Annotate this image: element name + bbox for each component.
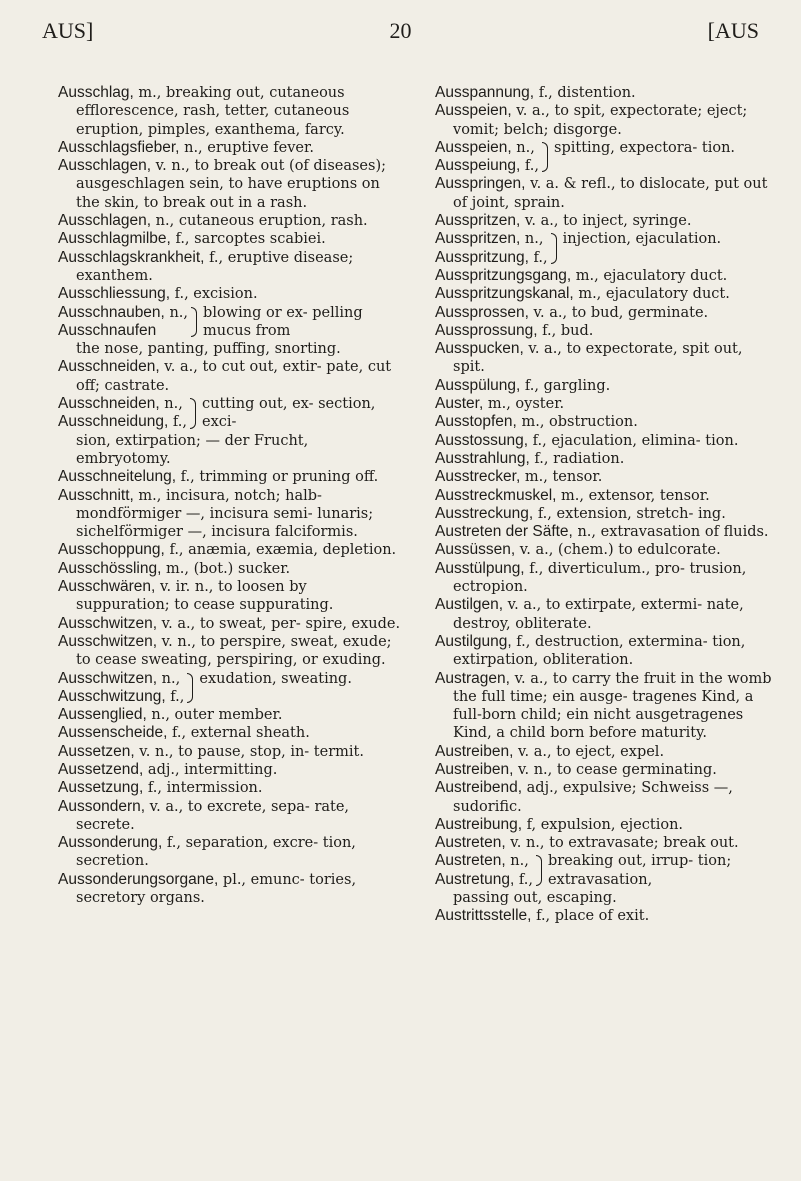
dictionary-entry [58,358,402,395]
right-column [435,84,778,926]
entry-definition: f., distention. [534,85,636,101]
entry-headword: Ausschwitzen, [58,632,158,650]
entry-definition: v. n., to pause, stop, in- termit. [134,743,364,760]
entry-definition: blowing or ex- pelling mucus from [203,304,363,339]
headword-line [435,852,533,870]
entry-headword: Austreiben, [435,742,514,760]
entry-headword: Ausspucken, [435,340,524,358]
entry-definition: exudation, sweating. [199,670,352,687]
entry-definition: f., extension, stretch- ing. [533,505,726,522]
entry-definition: m., breaking out, cutaneous efflorescence, rash, tetter, cutaneous eruption, pimples, exanthema, farcy. [76,85,350,138]
dictionary-entry [435,322,778,340]
entry-definition: v. a., to cut out, extir- pate, cut off; castrate. [76,359,392,394]
entry-definition: v. a., (chem.) to edulcorate. [515,542,721,559]
entry-gender: n., [159,396,183,413]
entry-headword: Austreten, [435,852,506,870]
entry-headword: Aussetzend, [58,760,144,778]
entry-definition: v. n., to extravasate; break out. [505,835,739,852]
entry-definition: f, expulsion, ejection. [522,816,684,833]
entry-definition: m., tensor. [520,469,603,486]
entry-headword: Ausschwären, [58,578,156,596]
entry-headword: Aussenglied, [58,706,147,724]
entry-definition-continued: passing out, escaping. [453,890,617,907]
entry-definition: f., bud. [537,322,594,339]
entry-definition: cutting out, ex- section, exci- [202,396,376,431]
entry-definition: v. a., to bud, germinate. [528,304,709,321]
entry-definition: m., oyster. [483,396,565,413]
entry-definition: m., (bot.) sucker. [161,560,291,577]
entry-gender: f., [514,871,533,888]
dictionary-entry [435,377,778,395]
dictionary-entry [58,724,402,742]
entry-gender: n., [164,304,189,321]
entry-gender: f., [165,688,185,705]
entry-headword: Ausschnauben, [58,303,165,321]
entry-headword: Aussonderung, [58,834,163,852]
left-column [58,84,402,907]
entry-headword: Austrittsstelle, [435,907,532,925]
entry-definition: spitting, expectora- tion. [554,139,736,156]
dictionary-entry [435,468,778,486]
headword-line [435,157,539,175]
dictionary-entry [435,84,778,102]
entry-definition: v. a., to spit, expectorate; eject; vomit; belch; disgorge. [453,103,748,138]
dictionary-entry [58,615,402,633]
dictionary-entry [435,560,778,597]
entry-gender: n., [505,853,529,870]
entry-headword: Ausspülung, [435,376,521,394]
entry-definition: f., external sheath. [167,725,310,742]
entry-headword: Ausspritzen, [435,212,521,230]
entry-definition: f., radiation. [529,450,625,467]
entry-headword: Ausschwitzen, [58,614,158,632]
headword-line [58,395,187,413]
dictionary-entry [435,304,778,322]
dictionary-entry [58,230,402,248]
entry-definition: m., ejaculatory duct. [571,267,728,284]
entry-headword: Ausschwitzen, [58,669,158,687]
entry-definition: pl., emunc- tories, secretory organs. [76,871,357,907]
dictionary-entry [435,596,778,633]
dictionary-entry [58,834,402,871]
entry-headword: Ausschlag, [58,84,134,101]
entry-headword: Ausspeien, [435,138,512,156]
entry-headword: Ausschwitzung, [58,687,166,705]
entry-headword: Ausstrahlung, [435,449,530,467]
entry-gender: n., [157,670,181,687]
running-head [0,18,801,54]
entry-headword: Austilgung, [435,632,512,650]
entry-headword: Auster, [435,395,484,413]
page-number: 20 [389,18,412,43]
entry-headword: Aussprossen, [435,303,529,321]
entry-headword: Aussenscheide, [58,724,168,742]
dictionary-entry-group [435,139,778,176]
entry-gender: f., [528,249,548,266]
entry-headword: Austreibung, [435,815,523,833]
dictionary-entry [58,798,402,835]
entry-definition: n., eruptive fever. [179,139,314,156]
entry-headword: Ausspringen, [435,175,526,193]
entry-headword: Austragen, [435,669,510,687]
entry-definition: f., destruction, extermina- tion, extirpation, obliteration. [453,633,746,669]
entry-pair [58,304,402,341]
entry-pair [435,139,778,176]
entry-headword: Ausspritzungskanal, [435,285,574,303]
dictionary-entry [58,487,402,542]
entry-definition: f., eruptive disease; exanthem. [76,249,354,284]
entry-definition: v. a., to expectorate, spit out, spit. [453,341,743,376]
dictionary-entry [58,157,402,212]
entry-definition: f., excision. [170,286,258,303]
dictionary-entry [435,413,778,431]
dictionary-entry [435,487,778,505]
entry-definition: v. a., to sweat, per- spire, exude. [157,615,401,632]
entry-headword: Ausschlagmilbe, [58,230,171,248]
entry-definition: m., incisura, notch; halb- mondförmiger —, incisura semi- lunaris; sichelförmiger —, incisura falciformis. [76,487,374,541]
dictionary-entry [435,175,778,212]
header-left-guide-word: AUS] [42,18,94,43]
dictionary-entry [435,505,778,523]
entry-headword: Ausschoppung, [58,541,165,559]
entry-definition: v. a. & refl., to dislocate, put out of joint, sprain. [453,176,768,211]
headword-line [58,322,188,340]
entry-headword: Ausschneidung, [58,413,169,431]
entry-gender: f., [520,158,539,175]
dictionary-entry-group [58,304,402,359]
entry-headword: Ausstossung, [435,431,529,449]
entry-definition: v. n., to break out (of diseases); ausgeschlagen sein, to have eruptions on the skin, to break out in a rash. [76,158,386,211]
entry-definition: f., sarcoptes scabiei. [170,231,326,248]
entry-pair [435,852,778,889]
entry-headword: Ausschössling, [58,559,162,577]
entry-gender: n., [520,231,544,248]
dictionary-entry [435,834,778,852]
entry-headword: Aussondern, [58,797,146,815]
dictionary-entry [58,139,402,157]
dictionary-entry [58,633,402,670]
entry-headword: Austreten der Säfte, [435,523,573,541]
entry-definition: breaking out, irrup- tion; extravasation, [547,853,732,888]
entry-headword: Austilgen, [435,596,504,614]
dictionary-entry [435,743,778,761]
entry-headword: Ausschlagen, [58,157,152,175]
entry-headword: Ausstreckmuskel, [435,486,557,504]
headword-line [435,871,533,889]
entry-headword: Austreten, [435,834,506,852]
entry-definition: m., obstruction. [516,414,638,431]
dictionary-entry [58,249,402,286]
entry-definition: n., extravasation of fluids. [572,524,769,541]
entry-headword: Ausstreckung, [435,504,534,522]
entry-headword: Aussetzen, [58,742,135,760]
entry-headword: Ausspannung, [435,84,535,101]
dictionary-entry-group [58,670,402,707]
dictionary-entry [58,706,402,724]
headword-line [435,230,548,248]
dictionary-entry [435,102,778,139]
paired-headwords [435,230,548,267]
entry-headword: Ausschneiden, [58,358,160,376]
entry-definition-continued: the nose, panting, puffing, snorting. [76,341,341,358]
entry-definition: n., cutaneous eruption, rash. [151,213,368,230]
headword-line [435,249,548,267]
entry-definition: m., extensor, tensor. [556,487,710,504]
entry-headword: Ausspeien, [435,102,512,120]
entry-headword: Ausspritzen, [435,230,521,248]
entry-headword: Aussüssen, [435,541,516,559]
brace-glyph [190,398,196,429]
entry-headword: Aussprossung, [435,321,538,339]
entry-headword: Ausschnitt, [58,486,134,504]
entry-definition: f., separation, excre- tion, secretion. [76,835,356,870]
dictionary-entry [435,907,778,925]
entry-definition: v. n., to cease germinating. [513,761,717,778]
dictionary-entry [58,779,402,797]
entry-definition: m., ejaculatory duct. [573,286,730,303]
entry-definition: f., gargling. [520,377,611,394]
dictionary-entry [435,541,778,559]
entry-headword: Ausstrecker, [435,468,521,486]
dictionary-entry [435,432,778,450]
dictionary-entry [435,285,778,303]
brace-glyph [191,307,197,338]
dictionary-entry [435,267,778,285]
entry-definition: f., ejaculation, elimina- tion. [528,432,739,449]
entry-headword: Ausschneitelung, [58,468,177,486]
headword-line [435,139,539,157]
entry-definition: v. a., to extirpate, extermi- nate, destroy, obliterate. [453,597,744,632]
entry-definition: f., place of exit. [531,908,650,925]
entry-headword: Ausspritzung, [435,248,529,266]
entry-definition: f., anæmia, exæmia, depletion. [164,542,397,559]
entry-headword: Ausspritzungsgang, [435,266,572,284]
dictionary-entry [435,450,778,468]
entry-definition: f., diverticulum., pro- trusion, ectropion. [453,560,747,596]
brace-glyph [551,233,557,264]
paired-headwords [58,670,184,707]
entry-definition: f., trimming or pruning off. [176,469,379,486]
dictionary-entry [435,340,778,377]
entry-headword: Ausschneiden, [58,395,160,413]
entry-pair [58,395,402,432]
entry-headword: Ausschlagsfieber, [58,138,180,156]
entry-definition: v. n., to perspire, sweat, exude; to cease sweating, perspiring, or exuding. [76,633,392,669]
entry-definition: v. ir. n., to loosen by suppuration; to cease suppurating. [76,579,334,614]
entry-headword: Ausschlagen, [58,212,152,230]
dictionary-entry [58,212,402,230]
entry-headword: Ausschliessung, [58,285,171,303]
dictionary-entry [435,523,778,541]
entry-headword: Austreiben, [435,760,514,778]
paired-headwords [58,395,187,432]
dictionary-entry [435,779,778,816]
dictionary-entry [435,212,778,230]
entry-definition: v. a., to eject, expel. [513,743,665,760]
dictionary-entry [435,761,778,779]
entry-headword: Aussetzung, [58,779,144,797]
entry-gender: n., [511,139,535,156]
dictionary-entry [58,285,402,303]
entry-definition: v. a., to inject, syringe. [520,213,692,230]
entry-definition: n., outer member. [146,707,283,724]
dictionary-entry [435,395,778,413]
entry-headword: Ausschnaufen [58,321,157,339]
dictionary-entry [58,761,402,779]
dictionary-entry [435,816,778,834]
dictionary-entry-group [58,395,402,468]
entry-definition: adj., expulsive; Schweiss —, sudorific. [453,780,733,815]
dictionary-entry-group [435,852,778,907]
paired-headwords [58,304,188,341]
entry-headword: Aussonderungsorgane, [58,870,219,888]
headword-line [58,413,187,431]
dictionary-entry [58,468,402,486]
dictionary-entry [58,871,402,908]
entry-definition-continued: sion, extirpation; — der Frucht, embryotomy. [76,432,309,467]
entry-headword: Austretung, [435,870,515,888]
headword-line [58,304,188,322]
headword-line [58,688,184,706]
entry-definition: v. a., to carry the fruit in the womb the full time; ein ausge- tragenes Kind, a full-born child; ein nicht ausgetragenes Kind, a child born before maturity. [453,670,772,742]
dictionary-entry-group [435,230,778,267]
dictionary-entry [58,84,402,139]
entry-pair [58,670,402,707]
entry-pair [435,230,778,267]
entry-definition: adj., intermitting. [143,761,278,778]
dictionary-entry [58,560,402,578]
brace-glyph [187,673,193,704]
headword-line [58,670,184,688]
entry-headword: Ausstülpung, [435,559,525,577]
entry-definition: f., intermission. [143,780,263,797]
header-right-guide-word: [AUS [707,18,759,43]
dictionary-entry [435,633,778,670]
brace-glyph [542,142,548,173]
dictionary-entry [58,541,402,559]
brace-glyph [536,855,542,886]
entry-definition: injection, ejaculation. [562,231,722,248]
paired-headwords [435,139,539,176]
entry-headword: Ausspeiung, [435,157,521,175]
entry-definition: v. a., to excrete, sepa- rate, secrete. [76,798,350,833]
entry-headword: Ausschlagskrankheit, [58,248,205,266]
paired-headwords [435,852,533,889]
dictionary-entry [435,670,778,743]
dictionary-entry [58,743,402,761]
entry-headword: Ausstopfen, [435,413,517,431]
entry-headword: Austreibend, [435,779,523,797]
dictionary-entry [58,578,402,615]
entry-gender: f., [168,414,187,431]
